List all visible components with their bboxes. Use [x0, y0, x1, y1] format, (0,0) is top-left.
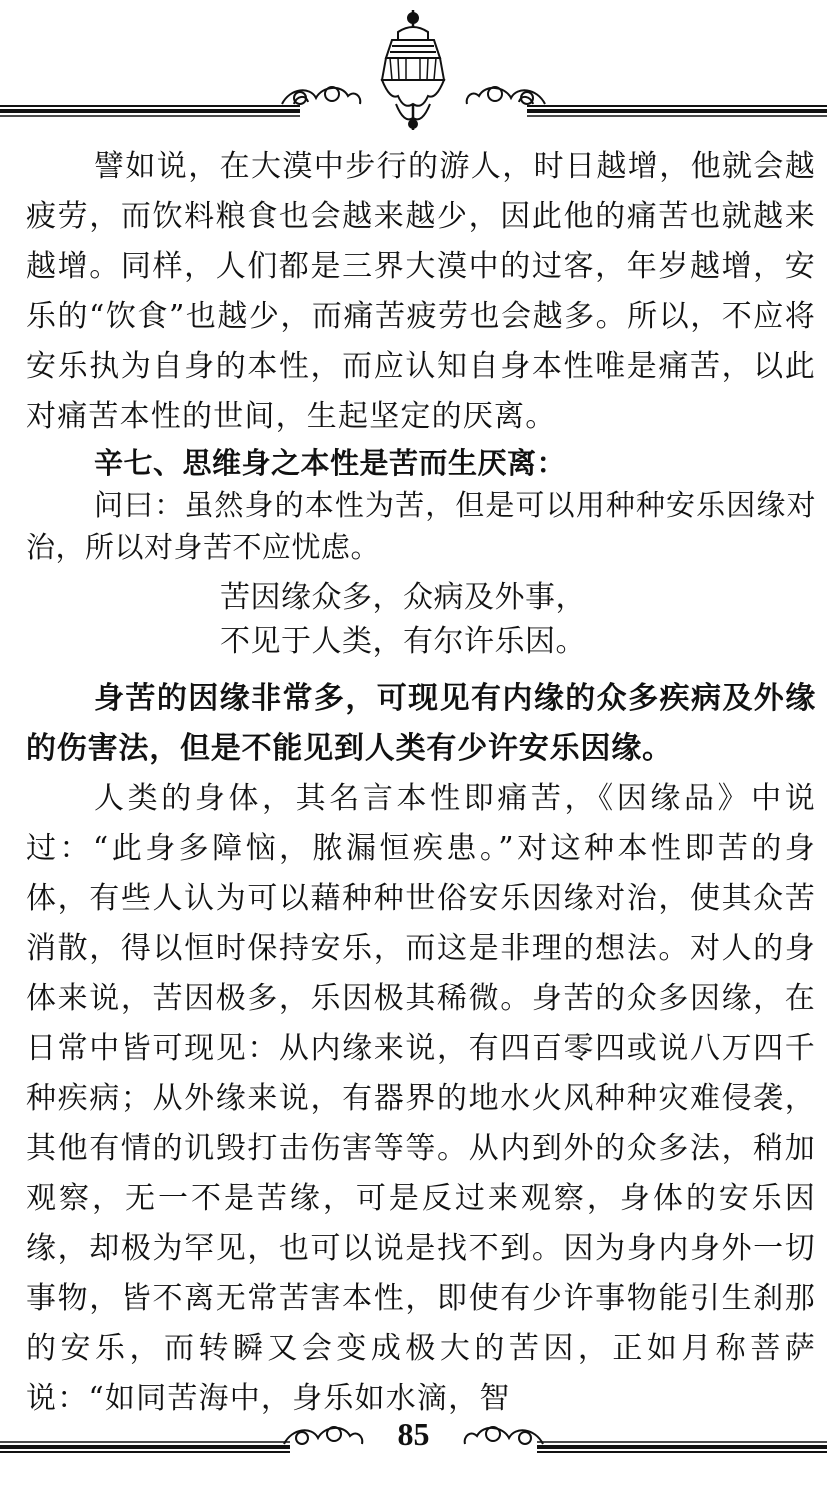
cloud-scroll-icon-right — [467, 87, 545, 104]
header-rule-left — [0, 106, 300, 116]
body-paragraph-1: 譬如说，在大漠中步行的游人，时日越增，他就会越疲劳，而饮料粮食也会越来越少，因此他的痛苦也就越来越增。同样，人们都是三界大漠中的过客，年岁越增，安乐的“饮食”也越少，而痛苦疲劳也会越多。所以，不应将安乐执为自身的本性，而应认知自身本性唯是痛苦，以此对痛苦本性的世间，生起坚定的厌离。 — [26, 149, 816, 434]
body-paragraph-2: 人类的身体，其名言本性即痛苦，《因缘品》中说过：“此身多障恼，脓漏恒疾患。”对这种本性即苦的身体，有些人认为可以藉种种世俗安乐因缘对治，使其众苦消散，得以恒时保持安乐，而这是非理的想法。对人的身体来说，苦因极多，乐因极其稀微。身苦的众多因缘，在日常中皆可现见：从内缘来说，有四百零四或说八万四千种疾病；从外缘来说，有器界的地水火风种种灾难侵袭，其他有情的讥毁打击伤害等等。从内到外的众多法，稍加观察，无一不是苦缘，可是反过来观察，身体的安乐因缘，却极为罕见，也可以说是找不到。因为身内身外一切事物，皆不离无常苦害本性，即使有少许事物能引生刹那的安乐，而转瞬又会变成极大的苦因，正如月称菩萨说：“如同苦海中，身乐如水滴，智 — [26, 781, 816, 1416]
page-number: 85 — [397, 1416, 430, 1452]
verse-line-1: 苦因缘众多，众病及外事， — [220, 580, 586, 615]
verse-block — [26, 576, 816, 664]
victory-banner-icon — [382, 10, 444, 130]
section-heading: 辛七、思维身之本性是苦而生厌离： — [94, 446, 567, 480]
commentary-paragraph: 身苦的因缘非常多，可现见有内缘的众多疾病及外缘的伤害法，但是不能见到人类有少许安乐因缘。 — [26, 681, 816, 766]
cloud-scroll-icon-left — [282, 87, 360, 104]
header-rule-right — [527, 106, 827, 116]
page-content — [26, 142, 816, 1424]
question-paragraph: 问曰：虽然身的本性为苦，但是可以用种种安乐因缘对治，所以对身苦不应忧虑。 — [26, 488, 816, 564]
verse-line-2: 不见于人类，有尔许乐因。 — [220, 624, 586, 659]
header-ornament — [0, 0, 827, 135]
